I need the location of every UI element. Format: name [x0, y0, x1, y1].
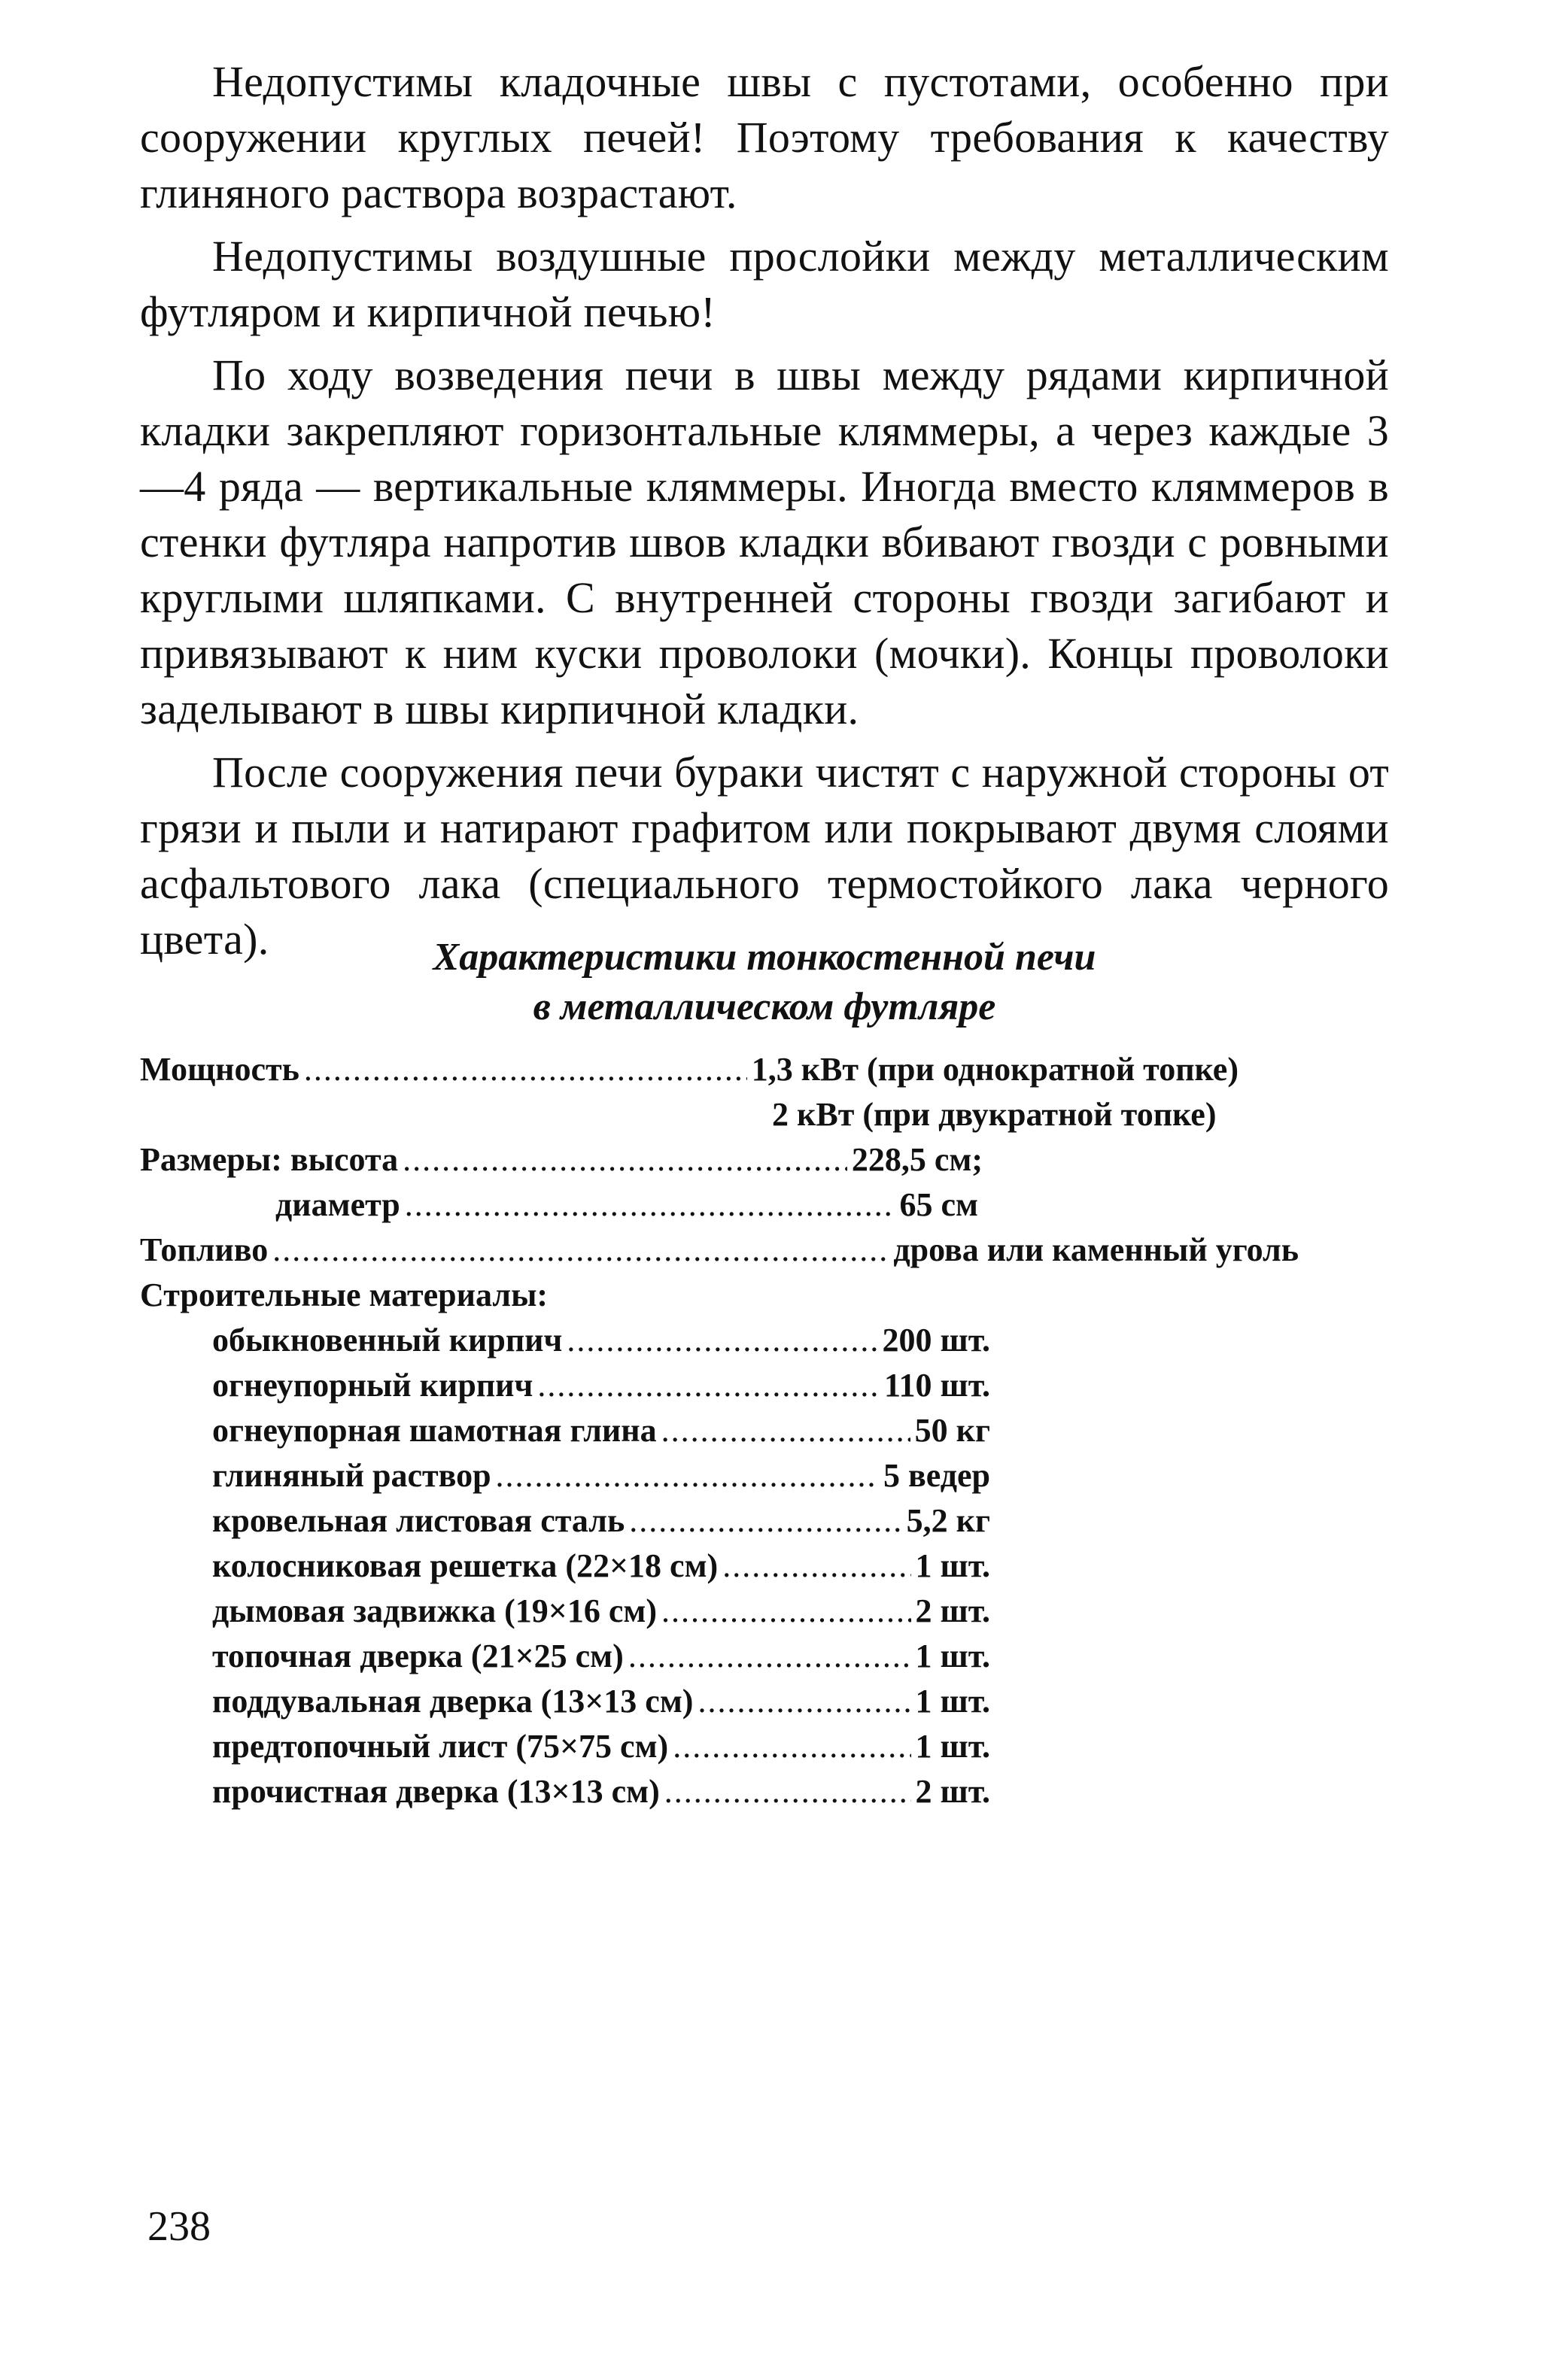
material-row [140, 1498, 990, 1544]
spec-row-fuel [140, 1228, 1299, 1273]
material-row [140, 1453, 990, 1498]
leader-dots [272, 1228, 889, 1273]
spec-label: Размеры: высота [140, 1141, 399, 1178]
material-row [140, 1318, 990, 1363]
leader-dots [661, 1589, 911, 1634]
leader-dots [405, 1182, 895, 1228]
material-value: 5 ведер [883, 1457, 990, 1494]
paragraph-2: Недопустимы воздушные прослойки между металлическим футляром и кирпичной печью! [140, 232, 1389, 336]
spec-value: дрова или каменный уголь [893, 1231, 1299, 1268]
leader-dots [661, 1408, 910, 1453]
leader-dots [629, 1498, 901, 1544]
material-label: прочистная дверка (13×13 см) [212, 1773, 660, 1810]
spec-value: 65 см [899, 1186, 978, 1223]
leader-dots [567, 1318, 877, 1363]
material-value: 2 шт. [915, 1592, 990, 1629]
material-value: 1 шт. [915, 1683, 990, 1720]
material-label: дымовая задвижка (19×16 см) [212, 1592, 657, 1629]
material-label: топочная дверка (21×25 см) [212, 1638, 624, 1674]
material-value: 2 шт. [915, 1773, 990, 1810]
specs-list [140, 1047, 1404, 1814]
material-label: поддувальная дверка (13×13 см) [212, 1683, 694, 1720]
material-value: 50 кг [914, 1412, 990, 1449]
material-row [140, 1769, 990, 1814]
material-row [140, 1679, 990, 1724]
material-row [140, 1363, 990, 1408]
leader-dots [628, 1634, 911, 1679]
spec-value: 1,3 кВт (при однократной топке) [751, 1051, 1239, 1088]
spec-label: диаметр [275, 1186, 400, 1223]
spec-row-height [140, 1137, 983, 1182]
material-value: 5,2 кг [906, 1502, 990, 1539]
section-heading [140, 933, 1389, 1032]
material-row [140, 1634, 990, 1679]
spec-label: Топливо [140, 1231, 269, 1268]
material-label: предтопочный лист (75×75 см) [212, 1728, 669, 1765]
leader-dots [664, 1769, 911, 1814]
material-value: 200 шт. [882, 1322, 990, 1358]
material-label: огнеупорный кирпич [212, 1367, 533, 1404]
leader-dots [496, 1453, 879, 1498]
leader-dots [304, 1047, 747, 1092]
leader-dots [537, 1363, 880, 1408]
spec-label: Мощность [140, 1051, 299, 1088]
spec-value: 228,5 см; [851, 1141, 983, 1178]
material-label: кровельная листовая сталь [212, 1502, 625, 1539]
spec-value: 2 кВт (при двукратной топке) [772, 1096, 1217, 1133]
material-label: огнеупорная шамотная глина [212, 1412, 657, 1449]
material-value: 1 шт. [915, 1547, 990, 1584]
material-row [140, 1544, 990, 1589]
spec-row-power-2 [140, 1092, 1239, 1137]
material-label: обыкновенный кирпич [212, 1322, 563, 1358]
paragraph-3: По ходу возведения печи в швы между рядами кирпичной кладки закрепляют горизонтальные кляммеры, а через каждые 3—4 ряда — вертикальные кляммеры. Иногда вместо кляммеров в стенки футляра напротив швов кладки вбивают гвозди с ровными круглыми шляпками. С внутренней стороны гвозди загибают и привязывают к ним куски проволоки (мочки). Концы проволоки заделывают в швы кирпичной кладки. [140, 351, 1389, 733]
materials-list [140, 1318, 1404, 1814]
material-row [140, 1408, 990, 1453]
body-text [140, 54, 1389, 975]
material-row [140, 1589, 990, 1634]
materials-title: Строительные материалы: [140, 1277, 549, 1313]
leader-dots [698, 1679, 910, 1724]
paragraph-4: После сооружения печи бураки чистят с наружной стороны от грязи и пыли и натирают графитом или покрывают двумя слоями асфальтового лака (специального термостойкого лака черного цвета). [140, 748, 1389, 964]
material-value: 1 шт. [915, 1638, 990, 1674]
paragraph-1: Недопустимы кладочные швы с пустотами, особенно при сооружении круглых печей! Поэтому требования к качеству глиняного раствора возрастают. [140, 57, 1389, 217]
spec-row-diameter [140, 1182, 978, 1228]
leader-dots [673, 1724, 910, 1769]
material-value: 110 шт. [883, 1367, 990, 1404]
heading-line-1: Характеристики тонкостенной печи [433, 936, 1096, 979]
material-row [140, 1724, 990, 1769]
page-number: 238 [147, 2203, 211, 2250]
heading-line-2: в металлическом футляре [533, 985, 996, 1028]
leader-dots [722, 1544, 910, 1589]
material-value: 1 шт. [915, 1728, 990, 1765]
material-label: глиняный раствор [212, 1457, 491, 1494]
material-label: колосниковая решетка (22×18 см) [212, 1547, 719, 1584]
leader-dots [403, 1137, 847, 1182]
spec-row-power [140, 1047, 1239, 1092]
